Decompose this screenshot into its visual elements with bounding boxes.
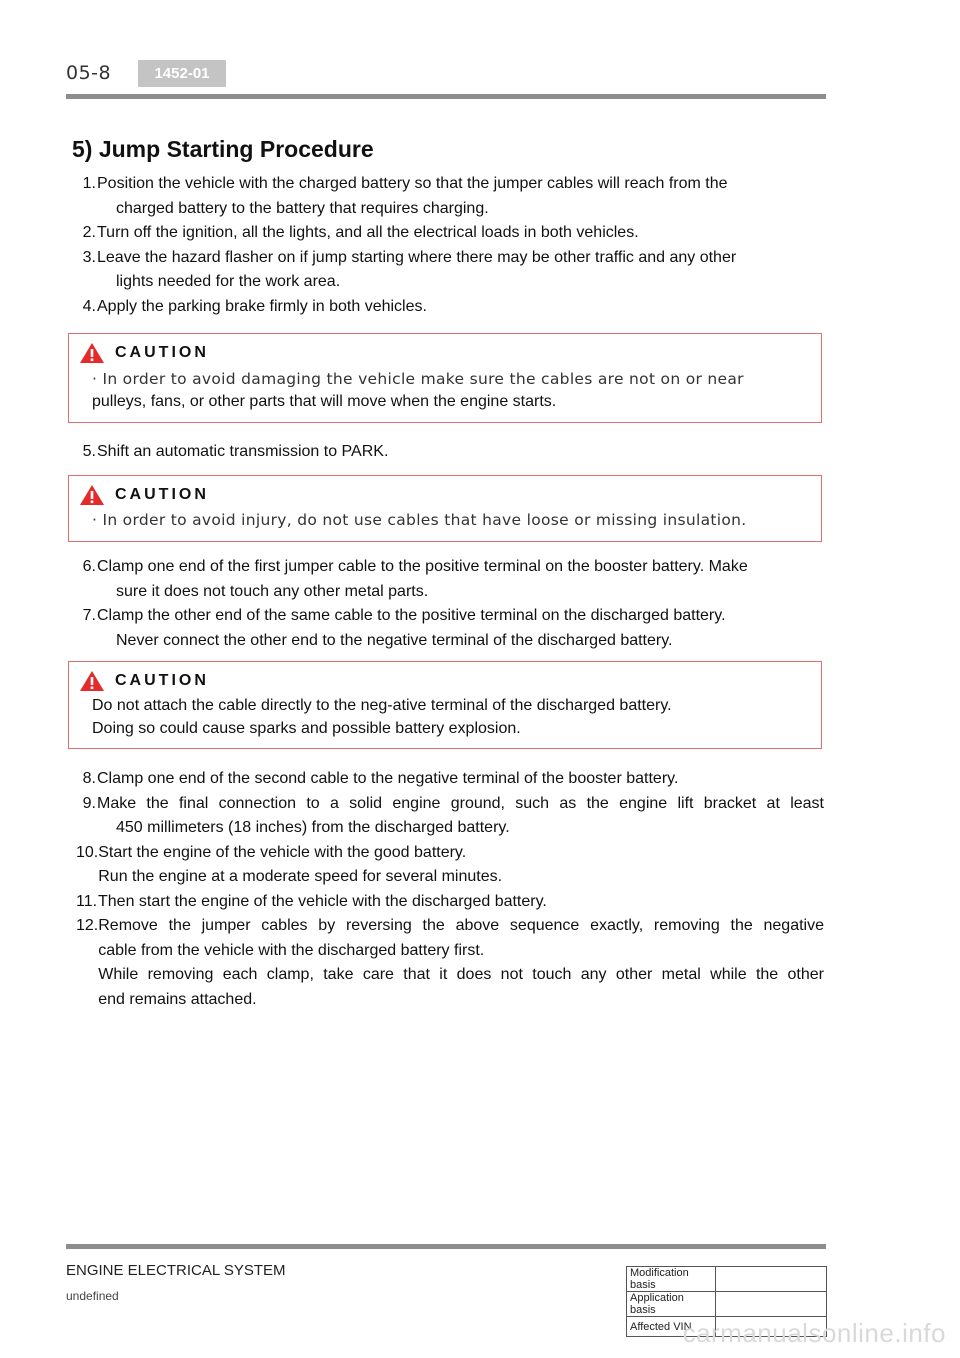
- caution-box: [68, 333, 822, 423]
- caution-header: [79, 670, 209, 692]
- step-text: sure it does not touch any other metal parts.: [116, 582, 429, 600]
- list-item: [76, 792, 824, 841]
- step-number: 3.: [82, 248, 96, 266]
- page-number: 05-8: [66, 62, 112, 84]
- warning-icon: [79, 484, 105, 506]
- list-item: [76, 440, 824, 465]
- step-text: lights needed for the work area.: [116, 273, 341, 290]
- step-text: end remains attached.: [98, 990, 257, 1008]
- step-text: Position the vehicle with the charged battery so that the jumper cables will reach from the: [97, 175, 728, 192]
- step-number: 4.: [82, 297, 96, 315]
- step-text: 450 millimeters (18 inches) from the discharged battery.: [116, 819, 510, 836]
- table-cell-label: Application basis: [627, 1292, 716, 1317]
- section-code-badge: 1452-01: [138, 60, 226, 87]
- list-item: [76, 890, 824, 915]
- caution-label: CAUTION: [115, 486, 209, 503]
- section-title: 5) Jump Starting Procedure: [72, 136, 374, 162]
- table-row: [627, 1267, 827, 1292]
- step-text: Then start the engine of the vehicle with the discharged battery.: [98, 892, 547, 910]
- list-item: [76, 914, 824, 1012]
- footer-title: ENGINE ELECTRICAL SYSTEM: [66, 1262, 286, 1279]
- step-number: 9.: [82, 794, 96, 812]
- list-item: [76, 172, 824, 221]
- list-item: [76, 295, 824, 320]
- step-text: Never connect the other end to the negative terminal of the discharged battery.: [116, 631, 673, 649]
- step-text: Make the final connection to a solid engine ground, such as the engine lift bracket at least: [97, 794, 824, 812]
- step-number: 1.: [82, 175, 96, 192]
- warning-icon: [79, 342, 105, 364]
- list-item: [76, 767, 824, 792]
- watermark: carmanualsonline.info: [682, 1318, 946, 1348]
- caution-label: CAUTION: [115, 672, 209, 689]
- list-item: [76, 221, 824, 246]
- list-item: [76, 604, 824, 653]
- step-text: Run the engine at a moderate speed for several minutes.: [98, 868, 503, 885]
- steps-list-d: [76, 767, 824, 1012]
- table-cell-label: Modification basis: [627, 1267, 716, 1292]
- step-number: 8.: [82, 770, 96, 787]
- caution-text: pulleys, fans, or other parts that will move when the engine starts.: [92, 393, 557, 410]
- warning-icon: [79, 670, 105, 692]
- list-item: [76, 246, 824, 295]
- caution-text: Doing so could cause sparks and possible battery explosion.: [92, 720, 521, 737]
- caution-text: Do not attach the cable directly to the neg-ative terminal of the discharged battery.: [92, 697, 672, 714]
- step-number: 6.: [82, 558, 96, 575]
- step-text: cable from the vehicle with the discharged battery first.: [98, 941, 485, 959]
- caution-label: CAUTION: [115, 344, 209, 361]
- step-text: Clamp the other end of the same cable to the positive terminal on the discharged battery.: [97, 607, 726, 624]
- table-cell-value: [716, 1292, 827, 1317]
- step-number: 12.: [76, 917, 99, 934]
- step-number: 5.: [82, 443, 96, 460]
- list-item: [76, 555, 824, 604]
- steps-list-b: [76, 440, 824, 465]
- caution-header: [79, 342, 209, 364]
- step-text: Shift an automatic transmission to PARK.: [97, 443, 389, 460]
- table-cell-label: Affected VIN: [627, 1317, 716, 1337]
- step-number: 10.: [76, 843, 99, 861]
- header-rule: [66, 94, 826, 99]
- step-text: Apply the parking brake firmly in both vehicles.: [97, 297, 427, 315]
- step-number: 7.: [82, 607, 96, 624]
- step-text: Start the engine of the vehicle with the good battery.: [98, 843, 467, 861]
- steps-list-a: [76, 172, 824, 319]
- step-text: Remove the jumper cables by reversing the above sequence exactly, removing the negative: [98, 917, 824, 934]
- steps-list-c: [76, 555, 824, 653]
- step-text: charged battery to the battery that requires charging.: [116, 199, 489, 217]
- table-cell-value: [716, 1267, 827, 1292]
- step-number: 11.: [76, 892, 98, 910]
- footer-subtitle: undefined: [66, 1289, 119, 1303]
- step-text: Turn off the ignition, all the lights, and all the electrical loads in both vehicles.: [97, 224, 639, 241]
- table-row: [627, 1292, 827, 1317]
- caution-box: [68, 661, 822, 749]
- step-text: Clamp one end of the first jumper cable to the positive terminal on the booster battery. Make: [97, 558, 748, 575]
- caution-header: [79, 484, 209, 506]
- footer-rule: [66, 1244, 826, 1249]
- list-item: [76, 841, 824, 890]
- step-text: Leave the hazard flasher on if jump starting where there may be other traffic and any other: [97, 248, 737, 266]
- step-text: Clamp one end of the second cable to the negative terminal of the booster battery.: [97, 770, 679, 787]
- step-number: 2.: [82, 224, 96, 241]
- step-text: While removing each clamp, take care that it does not touch any other metal while the other: [98, 966, 824, 983]
- caution-text: · In order to avoid injury, do not use cables that have loose or missing insulation.: [92, 511, 747, 529]
- caution-text: · In order to avoid damaging the vehicle make sure the cables are not on or near: [92, 370, 744, 388]
- caution-box: [68, 475, 822, 542]
